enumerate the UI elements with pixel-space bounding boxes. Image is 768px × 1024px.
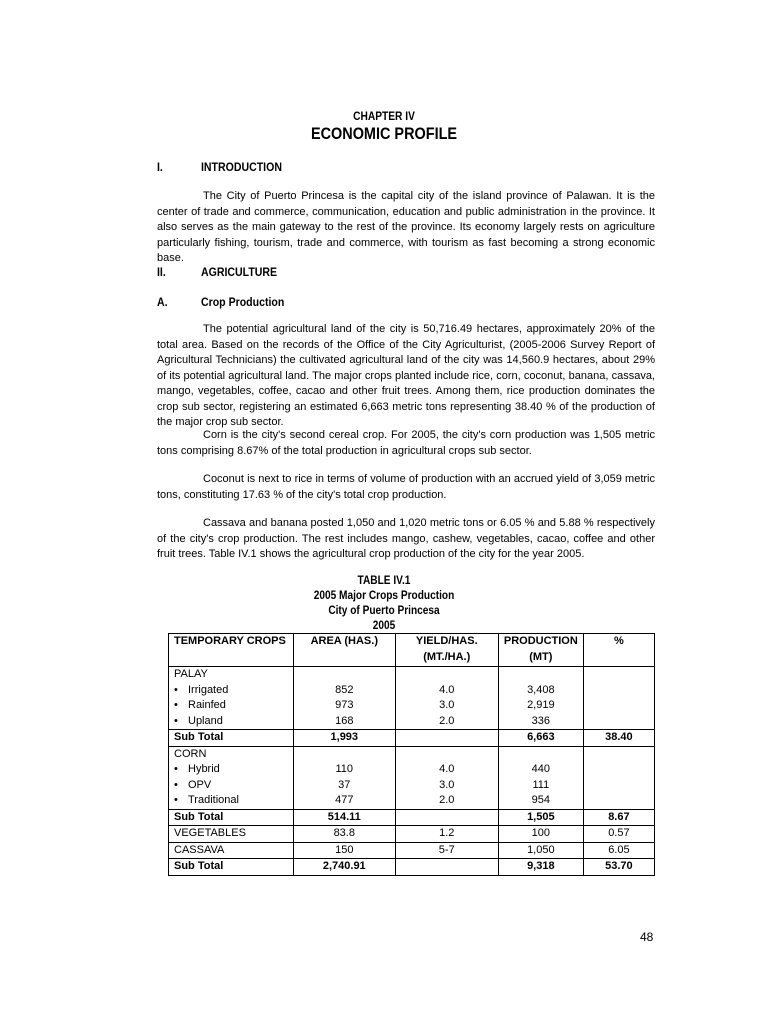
table-row-palay [169,667,655,730]
production-value: 111 [532,778,550,791]
table-row-cassava [169,842,655,859]
production-value: 100 [498,826,583,843]
production-value: 440 [531,763,551,775]
area-value: 83.8 [293,826,395,843]
section-heading-crop-production [157,295,284,309]
crop-item: • Upland [174,714,288,730]
yield-value: 2.0 [439,714,455,727]
yield-cell [395,809,498,826]
crops-production-table [168,633,655,876]
chapter-title: ECONOMIC PROFILE [310,124,458,143]
yield-value: 5-7 [395,842,498,859]
area-value: 973 [335,699,354,711]
table-row-corn [169,746,655,809]
table-title: 2005 Major Crops Production [313,590,455,602]
area-value: 110 [335,763,354,775]
crop-item: • Irrigated [174,683,288,699]
page-number: 48 [640,930,654,944]
crop-group-cell [169,746,294,809]
paragraph-text: Corn is the city's second cereal crop. For 2005, the city's corn production was 1,505 metric tons comprising 8.67% of the total production in agricultural crops sub sector. [157,429,655,457]
paragraph-text: Coconut is next to rice in terms of volume of production with an accrued yield of 3,059 metric tons, constituting 17.63 % of the city's total crop production. [157,473,655,501]
production-cell [498,746,583,809]
production-cell [498,667,583,730]
section-heading-agriculture [157,265,277,279]
crop-group-label: CORN [174,747,207,760]
area-value: 477 [335,794,354,806]
table-row-vegetables [169,826,655,843]
column-header: % [583,634,654,667]
yield-cell [395,667,498,730]
total-label: Sub Total [169,859,294,876]
crop-item: • OPV [174,778,288,794]
pct-cell [583,746,654,809]
crop-item: • Hybrid [174,762,288,778]
production-value: 3,408 [527,683,555,696]
area-value: 150 [293,842,395,859]
crop-group-label: PALAY [174,668,208,680]
crop-paragraph-1 [157,322,655,431]
section-number: II. [157,265,166,279]
area-value: 37 [338,778,351,791]
yield-cell [395,859,498,876]
area-value: 1,993 [293,730,395,747]
yield-cell [395,746,498,809]
yield-value: 1.2 [395,826,498,843]
yield-value: 4.0 [439,763,455,775]
section-title: Crop Production [201,295,285,309]
section-heading-introduction [157,160,282,174]
column-header: TEMPORARY CROPS [169,634,294,667]
area-cell [293,667,395,730]
table-caption [0,574,768,634]
table-number: TABLE IV.1 [357,575,411,587]
area-value: 2,740.91 [293,859,395,876]
production-value: 336 [531,714,551,727]
production-value: 6,663 [498,730,583,747]
production-value: 1,505 [498,809,583,826]
table-row-total [169,859,655,876]
paragraph-text: The potential agricultural land of the city is 50,716.49 hectares, approximately 20% of the total area. Based on the records of the Office of the City Agriculturist, (2005-2006 Survey Report of Agricultural Technicians) the cultivated agricultural land of the city was 14,560.9 hectares, about 29% of its potential agricultural land. The major crops planted include rice, corn, coconut, banana, cassava, mango, vegetables, coffee, cacao and other fruit trees. Among them, rice production dominates the crop sub sector, registering an estimated 6,663 metric tons representing 38.40 % of the production of the major crop sub sector. [157,323,655,428]
area-value: 168 [335,714,354,727]
table-location: City of Puerto Princesa [328,605,440,617]
crop-paragraph-3 [157,472,655,503]
section-title: INTRODUCTION [201,160,282,174]
section-number: I. [157,160,163,174]
table-year: 2005 [372,620,396,632]
column-header: PRODUCTION (MT) [498,634,583,667]
paragraph-text: The City of Puerto Princesa is the capital city of the island province of Palawan. It is the center of trade and commerce, communication, education and public administration in the province. It also serves as the main gateway to the rest of the province. Its economy largely rests on agriculture particularly fishing, tourism, trade and commerce, with tourism as fast becoming a strong economic base. [157,190,655,264]
column-header: YIELD/HAS. (MT./HA.) [395,634,498,667]
yield-value: 3.0 [439,778,455,791]
crop-paragraph-2 [157,428,655,459]
crop-label: CASSAVA [169,842,294,859]
table-header-row [169,634,655,667]
crop-item: • Rainfed [174,698,288,714]
intro-paragraph [157,189,655,267]
pct-value: 6.05 [583,842,654,859]
pct-value: 0.57 [583,826,654,843]
yield-value: 4.0 [439,683,455,696]
pct-value: 8.67 [583,809,654,826]
subtotal-label: Sub Total [169,730,294,747]
pct-cell [583,667,654,730]
chapter-label: CHAPTER IV [353,109,415,123]
table-row-corn-subtotal [169,809,655,826]
production-value: 954 [531,794,551,806]
pct-value: 38.40 [583,730,654,747]
crop-group-cell [169,667,294,730]
production-value: 1,050 [498,842,583,859]
crop-label: VEGETABLES [169,826,294,843]
area-value: 852 [335,683,354,696]
production-value: 9,318 [498,859,583,876]
table-row-palay-subtotal [169,730,655,747]
crop-item: • Traditional [174,793,288,809]
crop-paragraph-4 [157,516,655,563]
subtotal-label: Sub Total [169,809,294,826]
section-number: A. [157,295,168,309]
area-cell [293,746,395,809]
column-header: AREA (HAS.) [293,634,395,667]
paragraph-text: Cassava and banana posted 1,050 and 1,020 metric tons or 6.05 % and 5.88 % respectively of the city's crop production. The rest includes mango, cashew, vegetables, cacao, coffee and other fruit trees. Table IV.1 shows the agricultural crop production of the city for the year 2005. [157,517,655,560]
section-title: AGRICULTURE [201,265,278,279]
yield-value: 2.0 [439,794,455,806]
yield-cell [395,730,498,747]
yield-value: 3.0 [439,699,455,711]
production-value: 2,919 [527,699,555,711]
pct-value: 53.70 [583,859,654,876]
area-value: 514.11 [293,809,395,826]
